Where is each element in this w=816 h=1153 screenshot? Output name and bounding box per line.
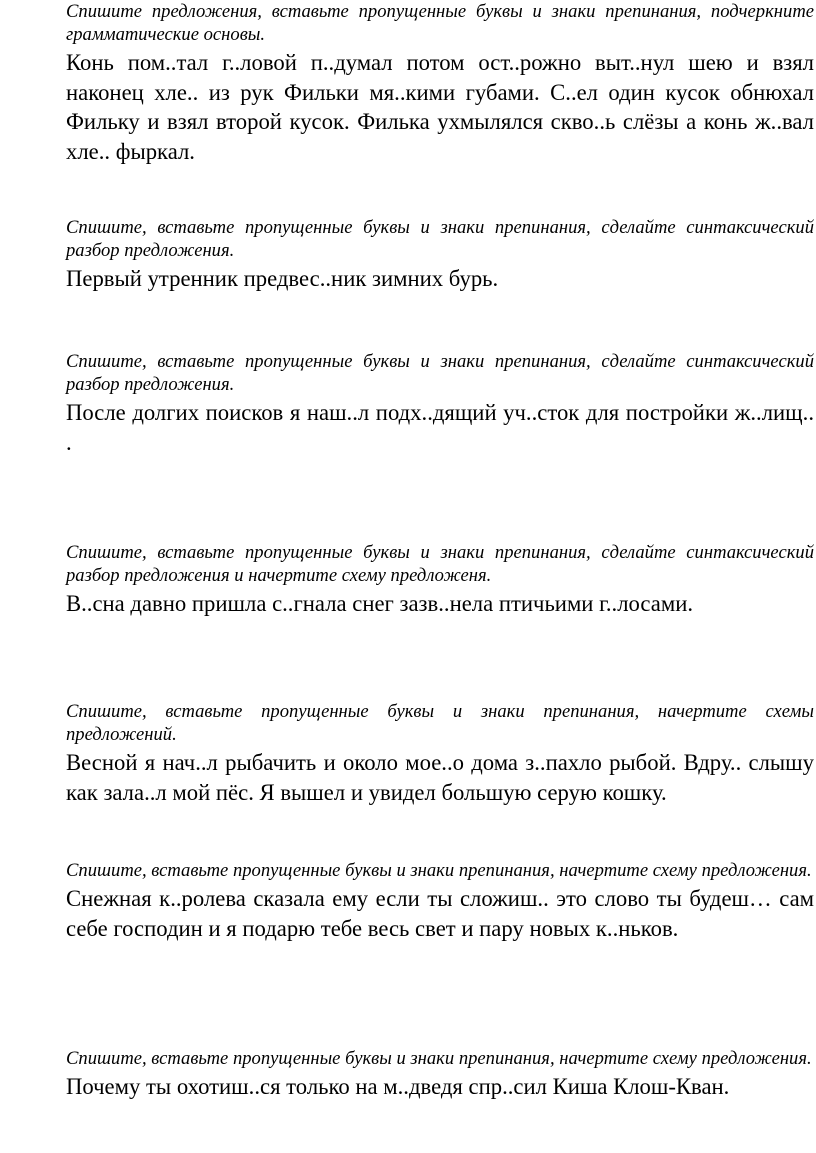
- exercise-instruction: Спишите, вставьте пропущенные буквы и знаки препинания, сделайте синтаксический разбор предложения.: [66, 217, 814, 261]
- exercise-instruction: Спишите, вставьте пропущенные буквы и знаки препинания, начертите схему предложения.: [66, 1048, 812, 1069]
- exercise-block: [66, 0, 814, 166]
- exercise-block: [66, 216, 814, 294]
- exercise-text: Весной я нач..л рыбачить и около мое..о дома з..пахло рыбой. Вдру.. слышу как зала..л мой пёс. Я вышел и увидел большую серую кошку.: [66, 750, 814, 805]
- exercise-block: [66, 700, 814, 807]
- exercise-block: [66, 1047, 814, 1102]
- exercise-text: После долгих поисков я наш..л подх..дящий уч..сток для постройки ж..лищ.. .: [66, 400, 814, 455]
- exercise-instruction: Спишите, вставьте пропущенные буквы и знаки препинания, начертите схемы предложений.: [66, 701, 814, 745]
- exercise-text: В..сна давно пришла с..гнала снег зазв..нела птичьими г..лосами.: [66, 591, 694, 616]
- exercise-block: [66, 350, 814, 457]
- exercise-instruction: Спишите предложения, вставьте пропущенные буквы и знаки препинания, подчеркните грамматические основы.: [66, 1, 814, 45]
- exercise-text: Первый утренник предвес..ник зимних бурь.: [66, 266, 499, 291]
- exercise-instruction: Спишите, вставьте пропущенные буквы и знаки препинания, сделайте синтаксический разбор предложения.: [66, 351, 814, 395]
- exercise-block: [66, 859, 814, 943]
- exercise-block: [66, 541, 814, 619]
- exercise-instruction: Спишите, вставьте пропущенные буквы и знаки препинания, сделайте синтаксический разбор предложения и начертите схему предложеня.: [66, 542, 814, 586]
- exercise-text: Конь пом..тал г..ловой п..думал потом ост..рожно выт..нул шею и взял наконец хле.. из рук Фильки мя..кими губами. С..ел один кусок обнюхал Фильку и взял второй кусок. Филька ухмылялся скво..ь слёзы а конь ж..вал хле.. фыркал.: [66, 50, 814, 164]
- exercise-instruction: Спишите, вставьте пропущенные буквы и знаки препинания, начертите схему предложения.: [66, 860, 812, 881]
- exercise-text: Почему ты охотиш..ся только на м..дведя спр..сил Киша Клош-Кван.: [66, 1074, 730, 1099]
- exercise-text: Снежная к..ролева сказала ему если ты сложиш.. это слово ты будеш… сам себе господин и я подарю тебе весь свет и пару новых к..ньков.: [66, 886, 814, 941]
